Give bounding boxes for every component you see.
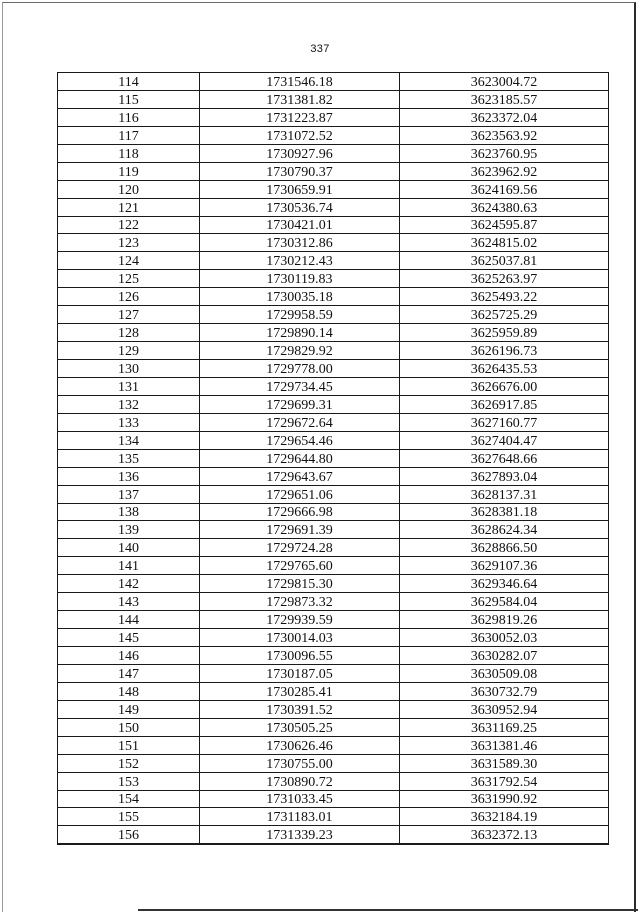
y-coordinate-cell: 3625725.29 (400, 306, 609, 324)
table-row (58, 718, 609, 736)
x-coordinate-cell: 1729651.06 (200, 485, 400, 503)
point-number-cell: 121 (58, 198, 200, 216)
x-coordinate-cell: 1730212.43 (200, 252, 400, 270)
x-coordinate-cell: 1729672.64 (200, 413, 400, 431)
x-coordinate-cell: 1730421.01 (200, 216, 400, 234)
x-coordinate-cell: 1731183.01 (200, 808, 400, 826)
x-coordinate-cell: 1729691.39 (200, 521, 400, 539)
x-coordinate-cell: 1729829.92 (200, 342, 400, 360)
point-number-cell: 124 (58, 252, 200, 270)
y-coordinate-cell: 3623563.92 (400, 126, 609, 144)
table-row (58, 234, 609, 252)
table-row (58, 288, 609, 306)
y-coordinate-cell: 3628624.34 (400, 521, 609, 539)
point-number-cell: 115 (58, 90, 200, 108)
table-row (58, 808, 609, 826)
point-number-cell: 156 (58, 826, 200, 844)
x-coordinate-cell: 1729666.98 (200, 503, 400, 521)
y-coordinate-cell: 3625037.81 (400, 252, 609, 270)
table-row (58, 826, 609, 844)
x-coordinate-cell: 1730890.72 (200, 772, 400, 790)
table-row (58, 449, 609, 467)
point-number-cell: 119 (58, 162, 200, 180)
point-number-cell: 140 (58, 539, 200, 557)
x-coordinate-cell: 1730014.03 (200, 629, 400, 647)
point-number-cell: 118 (58, 144, 200, 162)
x-coordinate-cell: 1729734.45 (200, 377, 400, 395)
point-number-cell: 131 (58, 377, 200, 395)
table-row (58, 790, 609, 808)
x-coordinate-cell: 1730119.83 (200, 270, 400, 288)
y-coordinate-cell: 3623004.72 (400, 73, 609, 91)
x-coordinate-cell: 1729699.31 (200, 395, 400, 413)
y-coordinate-cell: 3629107.36 (400, 557, 609, 575)
table-row (58, 198, 609, 216)
y-coordinate-cell: 3626917.85 (400, 395, 609, 413)
point-number-cell: 147 (58, 664, 200, 682)
point-number-cell: 117 (58, 126, 200, 144)
y-coordinate-cell: 3630509.08 (400, 664, 609, 682)
table-row (58, 306, 609, 324)
table-row (58, 413, 609, 431)
table-row (58, 503, 609, 521)
y-coordinate-cell: 3625263.97 (400, 270, 609, 288)
point-number-cell: 139 (58, 521, 200, 539)
point-number-cell: 145 (58, 629, 200, 647)
y-coordinate-cell: 3627404.47 (400, 431, 609, 449)
table-row (58, 575, 609, 593)
point-number-cell: 135 (58, 449, 200, 467)
y-coordinate-cell: 3625959.89 (400, 324, 609, 342)
table-row (58, 772, 609, 790)
y-coordinate-cell: 3623962.92 (400, 162, 609, 180)
y-coordinate-cell: 3623372.04 (400, 108, 609, 126)
table-row (58, 108, 609, 126)
table-row (58, 395, 609, 413)
point-number-cell: 149 (58, 700, 200, 718)
y-coordinate-cell: 3630732.79 (400, 682, 609, 700)
y-coordinate-cell: 3631169.25 (400, 718, 609, 736)
y-coordinate-cell: 3624169.56 (400, 180, 609, 198)
y-coordinate-cell: 3631792.54 (400, 772, 609, 790)
y-coordinate-cell: 3630282.07 (400, 647, 609, 665)
x-coordinate-cell: 1731033.45 (200, 790, 400, 808)
page-number: 337 (310, 43, 330, 55)
point-number-cell: 116 (58, 108, 200, 126)
y-coordinate-cell: 3626196.73 (400, 342, 609, 360)
y-coordinate-cell: 3632372.13 (400, 826, 609, 844)
x-coordinate-cell: 1729815.30 (200, 575, 400, 593)
x-coordinate-cell: 1730790.37 (200, 162, 400, 180)
x-coordinate-cell: 1729654.46 (200, 431, 400, 449)
table-row (58, 754, 609, 772)
scan-bottom-edge (138, 909, 638, 911)
x-coordinate-cell: 1731339.23 (200, 826, 400, 844)
point-number-cell: 134 (58, 431, 200, 449)
table-row (58, 377, 609, 395)
x-coordinate-cell: 1729890.14 (200, 324, 400, 342)
x-coordinate-cell: 1731223.87 (200, 108, 400, 126)
x-coordinate-cell: 1729873.32 (200, 593, 400, 611)
y-coordinate-cell: 3624380.63 (400, 198, 609, 216)
point-number-cell: 128 (58, 324, 200, 342)
table-row (58, 539, 609, 557)
x-coordinate-cell: 1729724.28 (200, 539, 400, 557)
point-number-cell: 146 (58, 647, 200, 665)
coordinate-table-body (58, 73, 609, 845)
x-coordinate-cell: 1730096.55 (200, 647, 400, 665)
x-coordinate-cell: 1729643.67 (200, 467, 400, 485)
point-number-cell: 130 (58, 360, 200, 378)
y-coordinate-cell: 3631381.46 (400, 736, 609, 754)
y-coordinate-cell: 3630952.94 (400, 700, 609, 718)
table-row (58, 180, 609, 198)
point-number-cell: 126 (58, 288, 200, 306)
x-coordinate-cell: 1730505.25 (200, 718, 400, 736)
point-number-cell: 152 (58, 754, 200, 772)
y-coordinate-cell: 3628381.18 (400, 503, 609, 521)
table-row (58, 611, 609, 629)
y-coordinate-cell: 3624595.87 (400, 216, 609, 234)
point-number-cell: 144 (58, 611, 200, 629)
y-coordinate-cell: 3625493.22 (400, 288, 609, 306)
point-number-cell: 142 (58, 575, 200, 593)
y-coordinate-cell: 3629819.26 (400, 611, 609, 629)
point-number-cell: 123 (58, 234, 200, 252)
x-coordinate-cell: 1731072.52 (200, 126, 400, 144)
point-number-cell: 125 (58, 270, 200, 288)
x-coordinate-cell: 1730312.86 (200, 234, 400, 252)
x-coordinate-cell: 1731546.18 (200, 73, 400, 91)
point-number-cell: 136 (58, 467, 200, 485)
x-coordinate-cell: 1729765.60 (200, 557, 400, 575)
x-coordinate-cell: 1730536.74 (200, 198, 400, 216)
y-coordinate-cell: 3624815.02 (400, 234, 609, 252)
point-number-cell: 138 (58, 503, 200, 521)
y-coordinate-cell: 3630052.03 (400, 629, 609, 647)
x-coordinate-cell: 1730187.05 (200, 664, 400, 682)
point-number-cell: 150 (58, 718, 200, 736)
table-row (58, 647, 609, 665)
x-coordinate-cell: 1729939.59 (200, 611, 400, 629)
x-coordinate-cell: 1731381.82 (200, 90, 400, 108)
point-number-cell: 143 (58, 593, 200, 611)
table-row (58, 593, 609, 611)
y-coordinate-cell: 3626676.00 (400, 377, 609, 395)
table-row (58, 162, 609, 180)
x-coordinate-cell: 1730927.96 (200, 144, 400, 162)
table-row (58, 360, 609, 378)
point-number-cell: 141 (58, 557, 200, 575)
coordinate-table (57, 72, 609, 845)
table-row (58, 485, 609, 503)
table-row (58, 73, 609, 91)
table-row (58, 270, 609, 288)
point-number-cell: 127 (58, 306, 200, 324)
x-coordinate-cell: 1730755.00 (200, 754, 400, 772)
table-row (58, 144, 609, 162)
table-row (58, 736, 609, 754)
x-coordinate-cell: 1730626.46 (200, 736, 400, 754)
table-row (58, 521, 609, 539)
table-row (58, 126, 609, 144)
x-coordinate-cell: 1729958.59 (200, 306, 400, 324)
point-number-cell: 148 (58, 682, 200, 700)
x-coordinate-cell: 1729644.80 (200, 449, 400, 467)
table-row (58, 629, 609, 647)
y-coordinate-cell: 3627160.77 (400, 413, 609, 431)
table-row (58, 90, 609, 108)
point-number-cell: 137 (58, 485, 200, 503)
y-coordinate-cell: 3629346.64 (400, 575, 609, 593)
x-coordinate-cell: 1729778.00 (200, 360, 400, 378)
table-row (58, 216, 609, 234)
y-coordinate-cell: 3631589.30 (400, 754, 609, 772)
point-number-cell: 120 (58, 180, 200, 198)
point-number-cell: 129 (58, 342, 200, 360)
table-row (58, 431, 609, 449)
y-coordinate-cell: 3628137.31 (400, 485, 609, 503)
y-coordinate-cell: 3627648.66 (400, 449, 609, 467)
table-row (58, 682, 609, 700)
point-number-cell: 151 (58, 736, 200, 754)
y-coordinate-cell: 3623185.57 (400, 90, 609, 108)
point-number-cell: 153 (58, 772, 200, 790)
x-coordinate-cell: 1730035.18 (200, 288, 400, 306)
x-coordinate-cell: 1730391.52 (200, 700, 400, 718)
point-number-cell: 133 (58, 413, 200, 431)
point-number-cell: 132 (58, 395, 200, 413)
table-row (58, 342, 609, 360)
table-row (58, 467, 609, 485)
y-coordinate-cell: 3628866.50 (400, 539, 609, 557)
table-row (58, 557, 609, 575)
point-number-cell: 155 (58, 808, 200, 826)
y-coordinate-cell: 3632184.19 (400, 808, 609, 826)
y-coordinate-cell: 3629584.04 (400, 593, 609, 611)
y-coordinate-cell: 3627893.04 (400, 467, 609, 485)
table-row (58, 664, 609, 682)
x-coordinate-cell: 1730659.91 (200, 180, 400, 198)
table-row (58, 324, 609, 342)
y-coordinate-cell: 3631990.92 (400, 790, 609, 808)
x-coordinate-cell: 1730285.41 (200, 682, 400, 700)
point-number-cell: 122 (58, 216, 200, 234)
y-coordinate-cell: 3626435.53 (400, 360, 609, 378)
point-number-cell: 114 (58, 73, 200, 91)
table-row (58, 252, 609, 270)
point-number-cell: 154 (58, 790, 200, 808)
y-coordinate-cell: 3623760.95 (400, 144, 609, 162)
table-row (58, 700, 609, 718)
